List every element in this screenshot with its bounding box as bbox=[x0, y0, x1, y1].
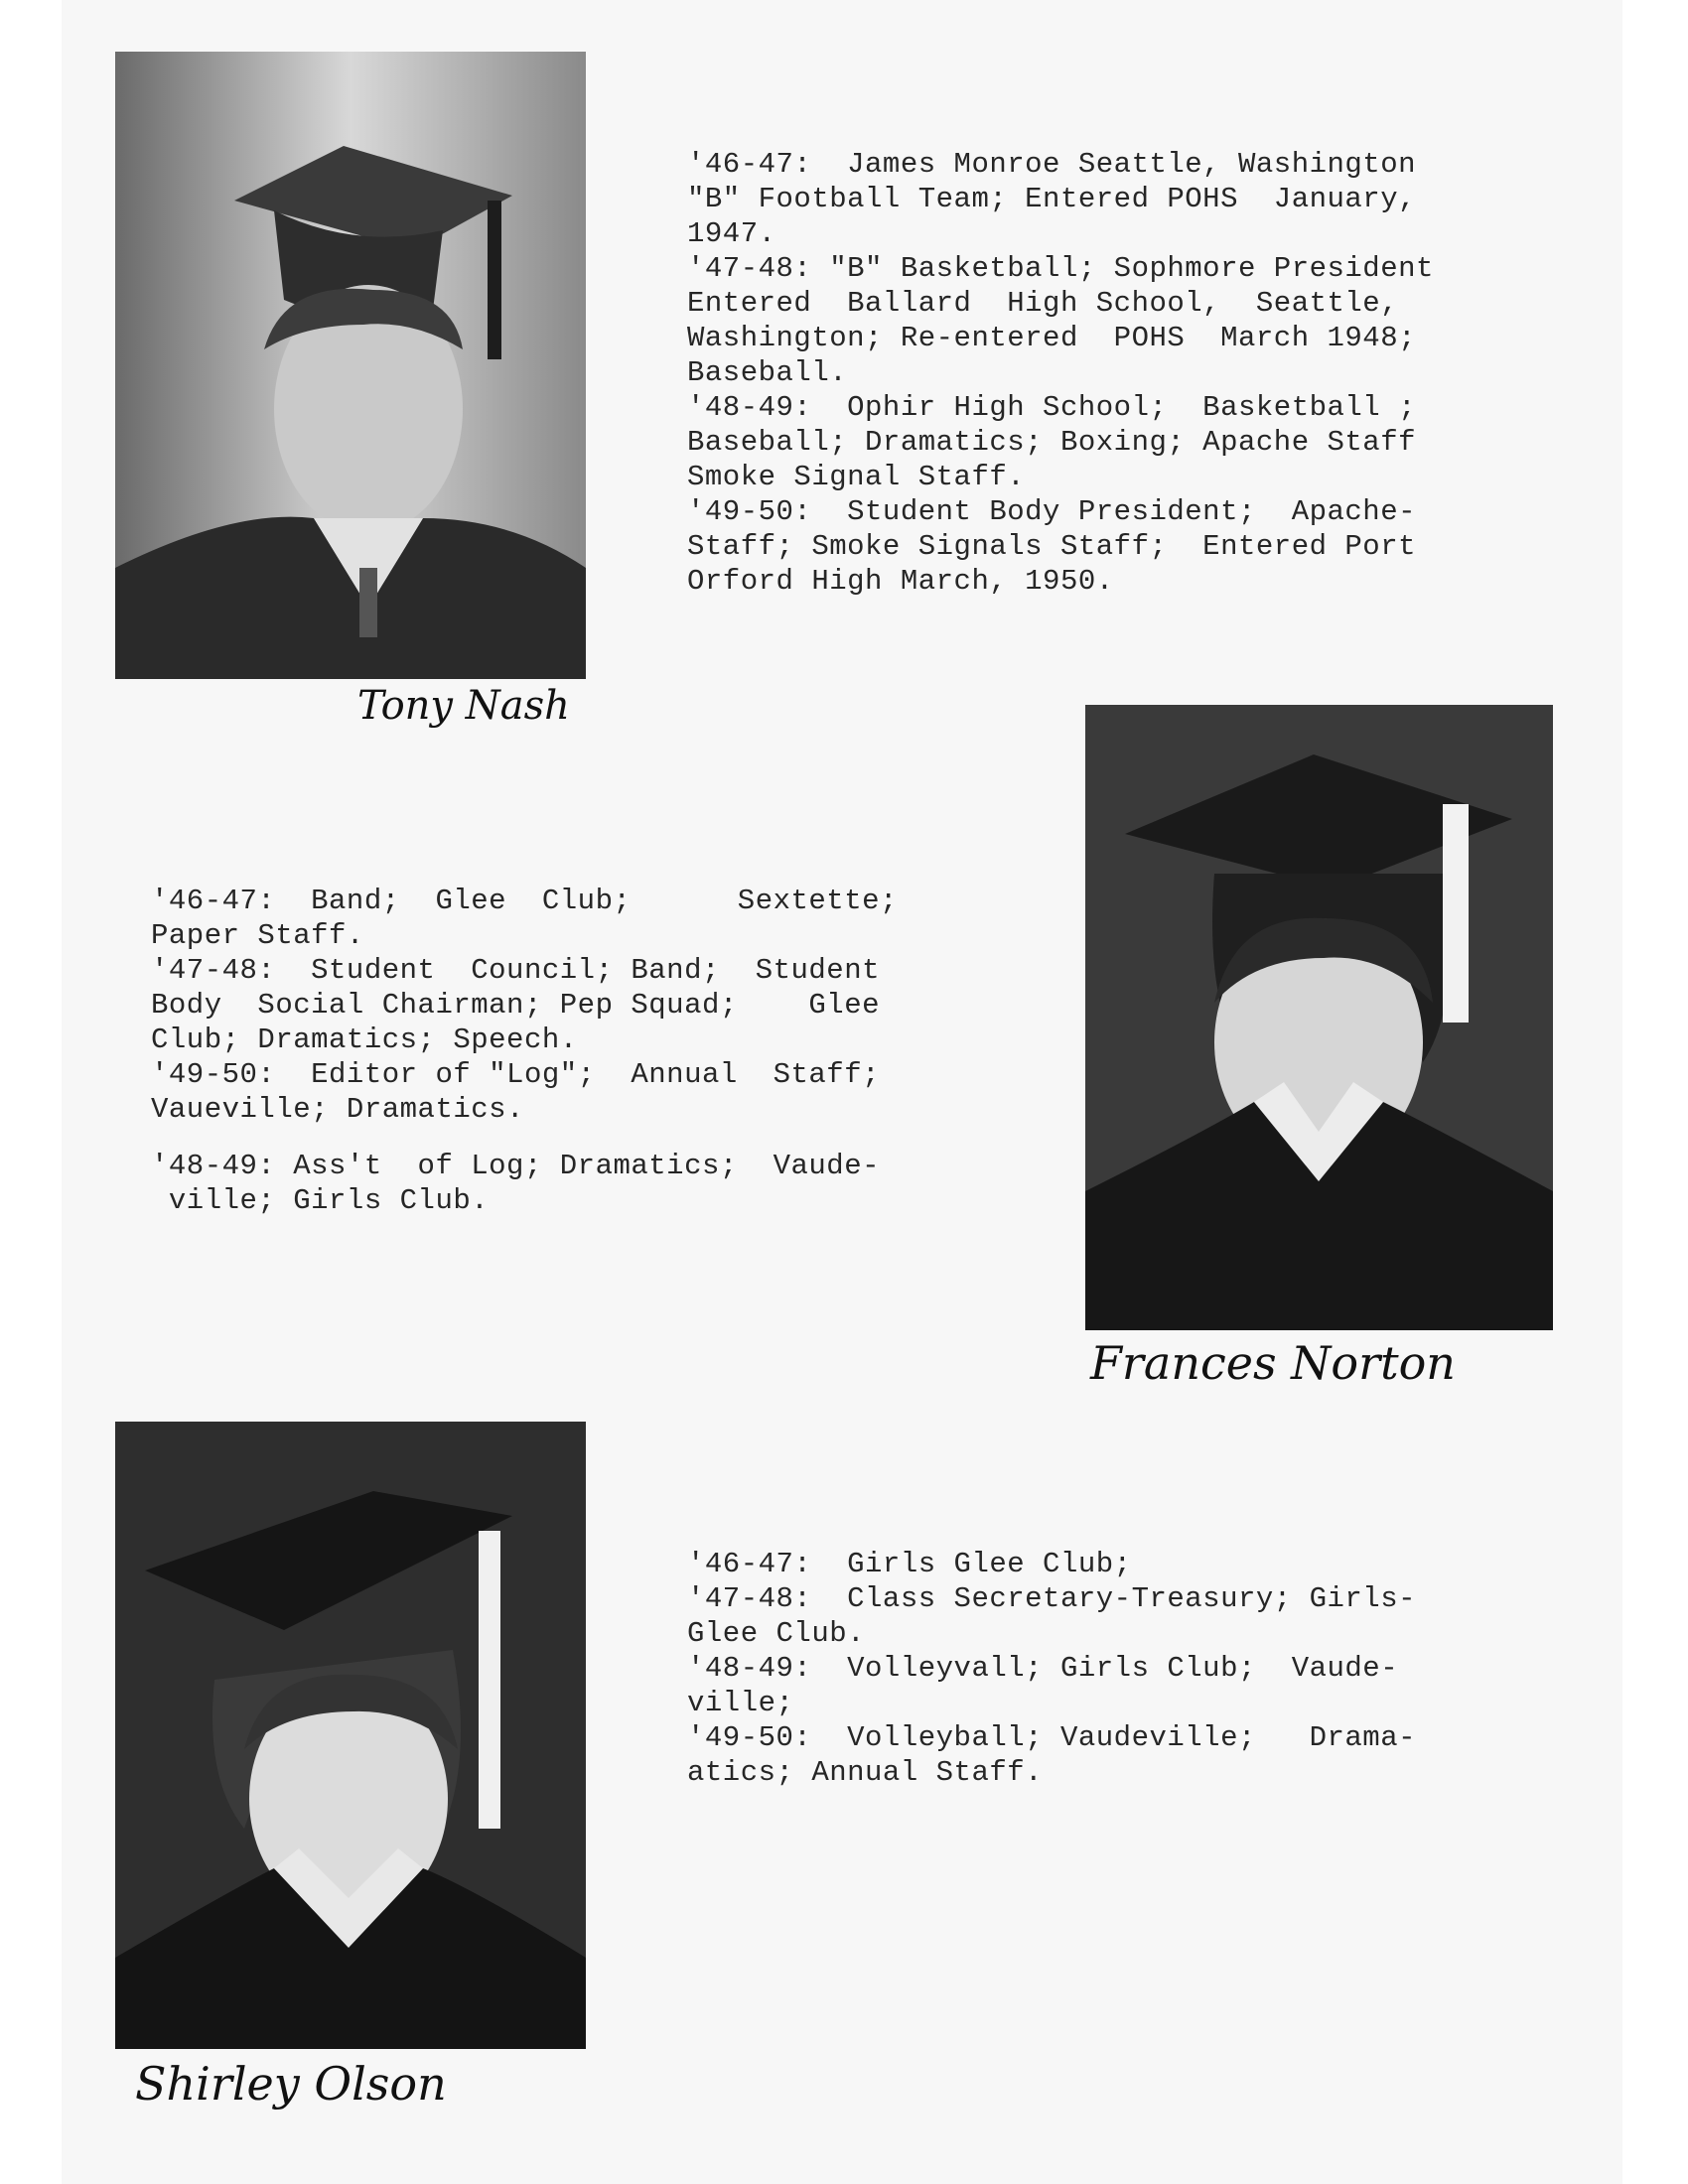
bio-line: Washington; Re-entered POHS March 1948; bbox=[687, 322, 1417, 354]
bio-line: ville; Girls Club. bbox=[151, 1184, 490, 1217]
student-signature: Frances Norton bbox=[1090, 1336, 1456, 1390]
bio-line: Baseball. bbox=[687, 356, 848, 389]
student-photo-female-graduate bbox=[115, 1422, 586, 2049]
bio-line: Staff; Smoke Signals Staff; Entered Port bbox=[687, 530, 1417, 563]
bio-line: '46-47: James Monroe Seattle, Washington bbox=[687, 148, 1417, 181]
bio-line: Paper Staff. bbox=[151, 919, 364, 952]
student-photo-male-graduate bbox=[115, 52, 586, 679]
bio-line: "B" Football Team; Entered POHS January, bbox=[687, 183, 1417, 215]
student-bio bbox=[151, 884, 898, 1218]
bio-line: Smoke Signal Staff. bbox=[687, 461, 1026, 493]
bio-line: Body Social Chairman; Pep Squad; Glee bbox=[151, 989, 881, 1022]
bio-line: '49-50: Student Body President; Apache- bbox=[687, 495, 1417, 528]
bio-line bbox=[151, 1127, 898, 1149]
student-signature: Shirley Olson bbox=[135, 2057, 447, 2111]
bio-line: '47-48: Student Council; Band; Student bbox=[151, 954, 881, 987]
bio-line: '48-49: Ass't of Log; Dramatics; Vaude- bbox=[151, 1150, 881, 1182]
bio-line: Club; Dramatics; Speech. bbox=[151, 1024, 578, 1056]
bio-line: Orford High March, 1950. bbox=[687, 565, 1114, 598]
student-bio bbox=[687, 1547, 1416, 1790]
bio-line: Glee Club. bbox=[687, 1617, 866, 1650]
bio-line: atics; Annual Staff. bbox=[687, 1756, 1044, 1789]
bio-line: '46-47: Girls Glee Club; bbox=[687, 1548, 1132, 1580]
bio-line: ville; bbox=[687, 1687, 794, 1719]
bio-line: 1947. bbox=[687, 217, 776, 250]
student-photo-female-graduate bbox=[1085, 705, 1553, 1330]
bio-line: '47-48: "B" Basketball; Sophmore President bbox=[687, 252, 1434, 285]
bio-line: Baseball; Dramatics; Boxing; Apache Staff bbox=[687, 426, 1417, 459]
bio-line: '48-49: Volleyvall; Girls Club; Vaude- bbox=[687, 1652, 1399, 1685]
bio-line: '49-50: Editor of "Log"; Annual Staff; bbox=[151, 1058, 881, 1091]
bio-line: Entered Ballard High School, Seattle, bbox=[687, 287, 1399, 320]
bio-line: '46-47: Band; Glee Club; Sextette; bbox=[151, 885, 898, 917]
bio-line: Vaueville; Dramatics. bbox=[151, 1093, 524, 1126]
student-bio bbox=[687, 147, 1434, 599]
bio-line: '49-50: Volleyball; Vaudeville; Drama- bbox=[687, 1721, 1417, 1754]
bio-line: '47-48: Class Secretary-Treasury; Girls- bbox=[687, 1582, 1417, 1615]
bio-line: '48-49: Ophir High School; Basketball ; bbox=[687, 391, 1417, 424]
student-signature: Tony Nash bbox=[357, 683, 570, 729]
